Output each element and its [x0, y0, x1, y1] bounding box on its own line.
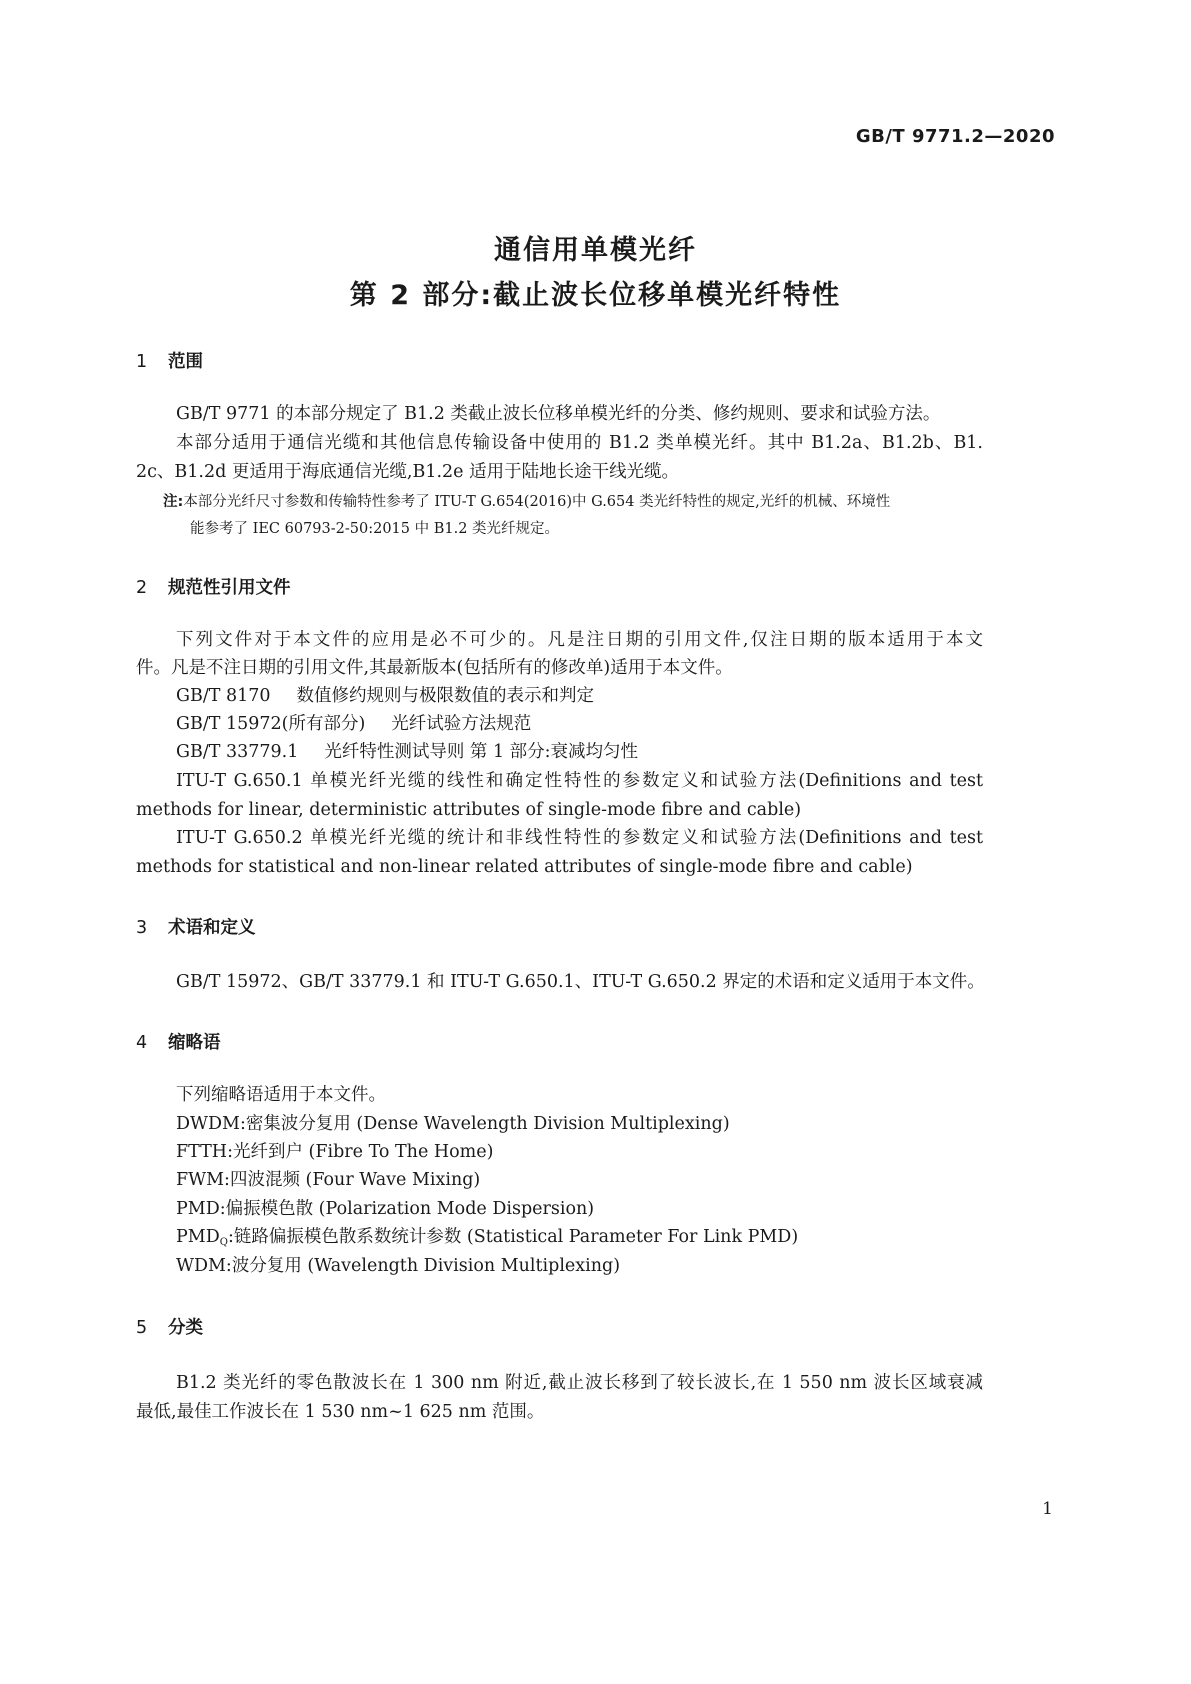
- abbreviation-item: [176, 1229, 798, 1248]
- section-title: 范围: [168, 352, 203, 372]
- paragraph: B1.2 类光纤的零色散波长在 1 300 nm 附近,截止波长移到了较长波长,在 1 550 nm 波长区域衰减: [176, 1373, 983, 1393]
- document-subtitle: 第 2 部分:截止波长位移单模光纤特性: [349, 280, 842, 311]
- section-number: 3: [136, 918, 148, 938]
- abbreviation: PMD: [176, 1227, 220, 1247]
- reference-code: GB/T 33779.1: [176, 742, 299, 762]
- section-5-heading: [136, 1314, 203, 1339]
- section-4-heading: [136, 1029, 221, 1054]
- reference-item: [176, 716, 531, 734]
- paragraph: 最低,最佳工作波长在 1 530 nm~1 625 nm 范围。: [136, 1402, 545, 1422]
- section-title: 规范性引用文件: [168, 578, 291, 598]
- page-number: 1: [1042, 1499, 1053, 1519]
- section-title: 分类: [168, 1318, 203, 1338]
- section-number: 1: [136, 352, 148, 372]
- abbreviation-desc: :链路偏振模色散系数统计参数 (Statistical Parameter For Link PMD): [227, 1227, 799, 1247]
- note-text: 本部分光纤尺寸参数和传输特性参考了 ITU-T G.654(2016)中 G.654 类光纤特性的规定,光纤的机械、环境性: [183, 494, 891, 510]
- abbreviation-item: FWM:四波混频 (Four Wave Mixing): [176, 1170, 481, 1190]
- note-text: 能参考了 IEC 60793-2-50:2015 中 B1.2 类光纤规定。: [190, 521, 560, 537]
- document-title: 通信用单模光纤: [494, 235, 697, 266]
- reference-code: GB/T 8170: [176, 686, 271, 706]
- section-title: 缩略语: [168, 1033, 221, 1053]
- reference-desc: methods for statistical and non-linear related attributes of single-mode fibre and cable): [136, 857, 913, 877]
- section-1-heading: [136, 348, 203, 373]
- paragraph: GB/T 9771 的本部分规定了 B1.2 类截止波长位移单模光纤的分类、修约规则、要求和试验方法。: [176, 404, 941, 424]
- reference-code: ITU-T G.650.1: [176, 771, 303, 791]
- standard-code: GB/T 9771.2—2020: [855, 126, 1055, 147]
- note: [163, 495, 890, 510]
- reference-desc: 单模光纤光缆的线性和确定性特性的参数定义和试验方法(Definitions and test: [310, 771, 983, 791]
- section-3-heading: [136, 914, 256, 939]
- subscript: Q: [219, 1237, 228, 1248]
- abbreviation-item: WDM:波分复用 (Wavelength Division Multiplexing): [176, 1256, 621, 1276]
- reference-desc: 数值修约规则与极限数值的表示和判定: [296, 686, 595, 706]
- note-label: 注:: [163, 494, 184, 510]
- paragraph: GB/T 15972、GB/T 33779.1 和 ITU-T G.650.1、ITU-T G.650.2 界定的术语和定义适用于本文件。: [176, 972, 985, 992]
- section-2-heading: [136, 574, 291, 599]
- reference-desc: 单模光纤光缆的统计和非线性特性的参数定义和试验方法(Definitions and test: [310, 828, 983, 848]
- reference-desc: 光纤特性测试导则 第 1 部分:衰减均匀性: [324, 742, 639, 762]
- reference-desc: 光纤试验方法规范: [391, 714, 532, 734]
- section-number: 2: [136, 578, 148, 598]
- abbreviation-item: DWDM:密集波分复用 (Dense Wavelength Division Multiplexing): [176, 1114, 730, 1134]
- paragraph: 下列文件对于本文件的应用是必不可少的。凡是注日期的引用文件,仅注日期的版本适用于本文: [176, 630, 983, 650]
- reference-item: [176, 688, 594, 706]
- paragraph: 本部分适用于通信光缆和其他信息传输设备中使用的 B1.2 类单模光纤。其中 B1.2a、B1.2b、B1.: [176, 433, 983, 453]
- abbreviation-item: FTTH:光纤到户 (Fibre To The Home): [176, 1142, 494, 1162]
- reference-desc: methods for linear, deterministic attributes of single-mode fibre and cable): [136, 800, 802, 820]
- section-number: 5: [136, 1318, 148, 1338]
- reference-code: GB/T 15972(所有部分): [176, 714, 366, 734]
- reference-item: [176, 744, 638, 762]
- reference-item: [176, 773, 983, 791]
- reference-code: ITU-T G.650.2: [176, 828, 303, 848]
- abbreviation-item: PMD:偏振模色散 (Polarization Mode Dispersion): [176, 1199, 595, 1219]
- paragraph: 件。凡是不注日期的引用文件,其最新版本(包括所有的修改单)适用于本文件。: [136, 658, 733, 678]
- paragraph: 2c、B1.2d 更适用于海底通信光缆,B1.2e 适用于陆地长途干线光缆。: [136, 462, 680, 482]
- reference-item: [176, 830, 983, 848]
- section-title: 术语和定义: [168, 918, 256, 938]
- section-number: 4: [136, 1033, 148, 1053]
- paragraph: 下列缩略语适用于本文件。: [176, 1085, 386, 1105]
